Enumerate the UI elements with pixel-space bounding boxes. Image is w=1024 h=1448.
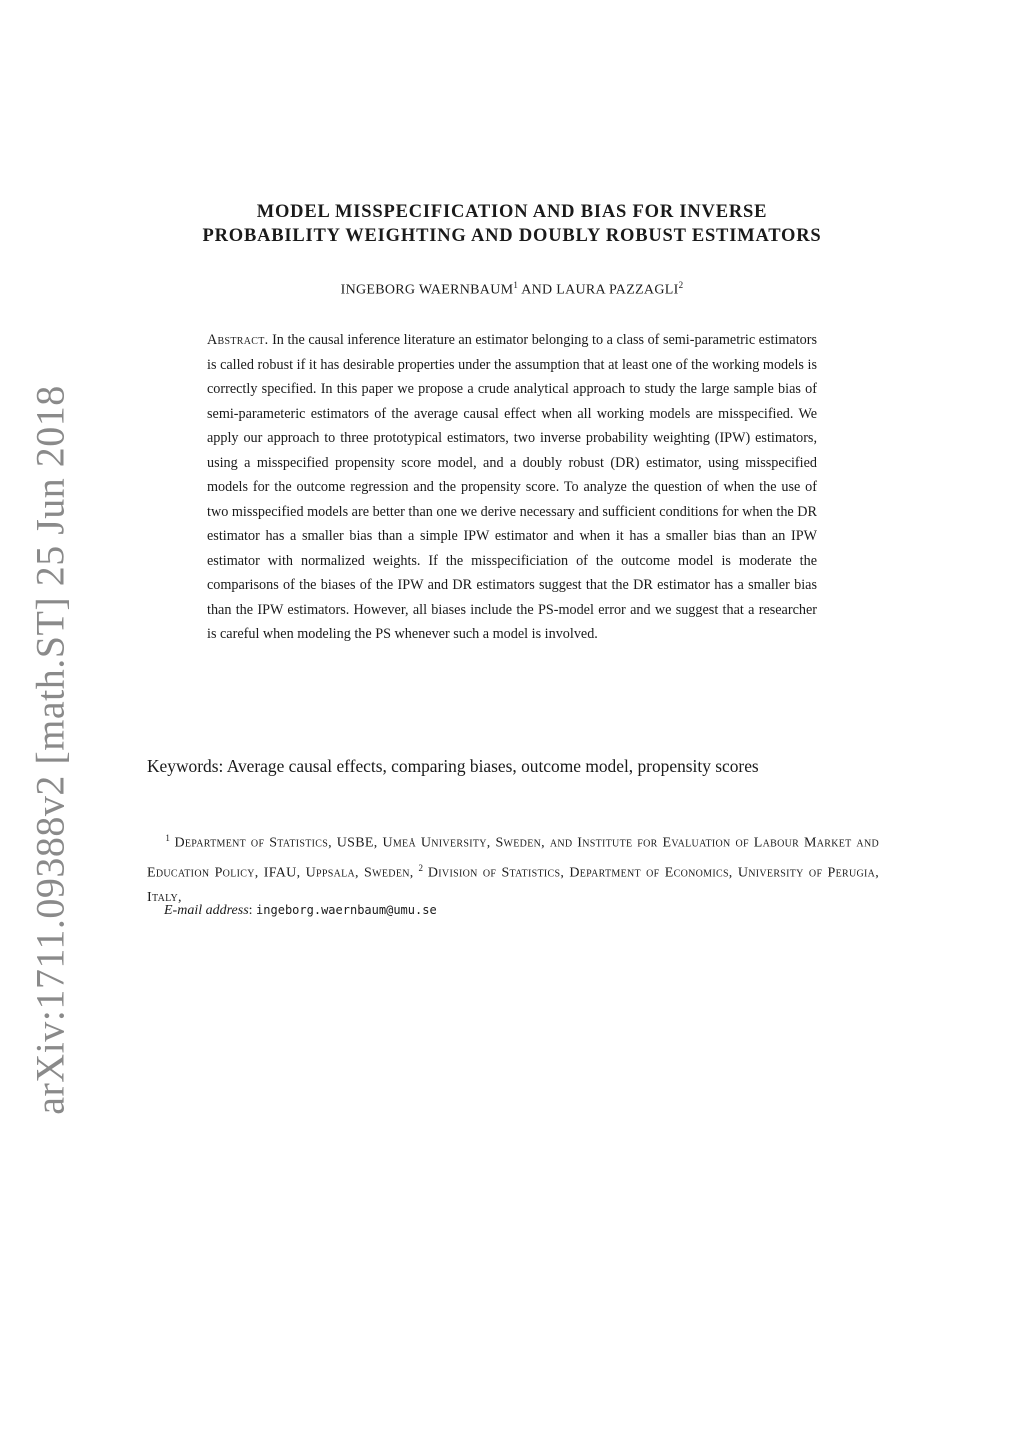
author-1-name: INGEBORG WAERNBAUM	[340, 282, 514, 298]
affiliation-1-mark: 1	[165, 833, 170, 843]
affiliations-block	[147, 826, 879, 910]
paper-title	[0, 200, 1024, 248]
author-1-affiliation-mark: 1	[513, 280, 519, 290]
author-connector: AND	[518, 282, 557, 298]
keywords-line: Keywords: Average causal effects, comparing biases, outcome model, propensity scores	[147, 756, 759, 776]
author-list	[0, 280, 1024, 299]
author-2-name: LAURA PAZZAGLI	[556, 282, 679, 298]
affiliation-2-mark: 2	[418, 862, 423, 873]
arxiv-identifier-stamp: arXiv:1711.09388v2 [math.ST] 25 Jun 2018	[27, 385, 73, 1115]
author-2-affiliation-mark: 2	[678, 280, 684, 290]
abstract-label: Abstract.	[207, 332, 269, 348]
abstract-block	[207, 328, 817, 647]
affiliation-2-text: Division of Statistics, Department of Economics, University of Perugia, Italy,	[147, 865, 879, 906]
email-line	[164, 903, 437, 919]
email-address-link[interactable]: ingeborg.waernbaum@umu.se	[256, 903, 437, 917]
affiliation-1-text: Department of Statistics, USBE, Umeå University, Sweden, and Institute for Evaluation of Labour Market and Education Policy, IFAU, Uppsala, Sweden,	[147, 835, 879, 881]
title-line-2: PROBABILITY WEIGHTING AND DOUBLY ROBUST ESTIMATORS	[202, 226, 822, 246]
abstract-text: In the causal inference literature an estimator belonging to a class of semi-parametric estimators is called robust if it has desirable properties under the assumption that at least one of the working models is correctly specified. In this paper we propose a crude analytical approach to study the large sample bias of semi-parameteric estimators of the average causal effect when all working models are misspecified. We apply our approach to three prototypical estimators, two inverse probability weighting (IPW) estimators, using a misspecified propensity score model, and a doubly robust (DR) estimator, using misspecified models for the outcome regression and the propensity score. To analyze the question of when the use of two misspecified models are better than one we derive necessary and sufficient conditions for when the DR estimator has a smaller bias than a simple IPW estimator and when it has a smaller bias than an IPW estimator with normalized weights. If the misspecificiation of the outcome model is moderate the comparisons of the biases of the IPW and DR estimators suggest that the DR estimator has a smaller bias than the IPW estimators. However, all biases include the PS-model error and we suggest that a researcher is careful when modeling the PS whenever such a model is involved.	[207, 332, 817, 642]
email-label: E-mail address	[164, 903, 249, 918]
title-line-1: MODEL MISSPECIFICATION AND BIAS FOR INVERSE	[256, 202, 768, 222]
email-separator: :	[248, 903, 257, 918]
